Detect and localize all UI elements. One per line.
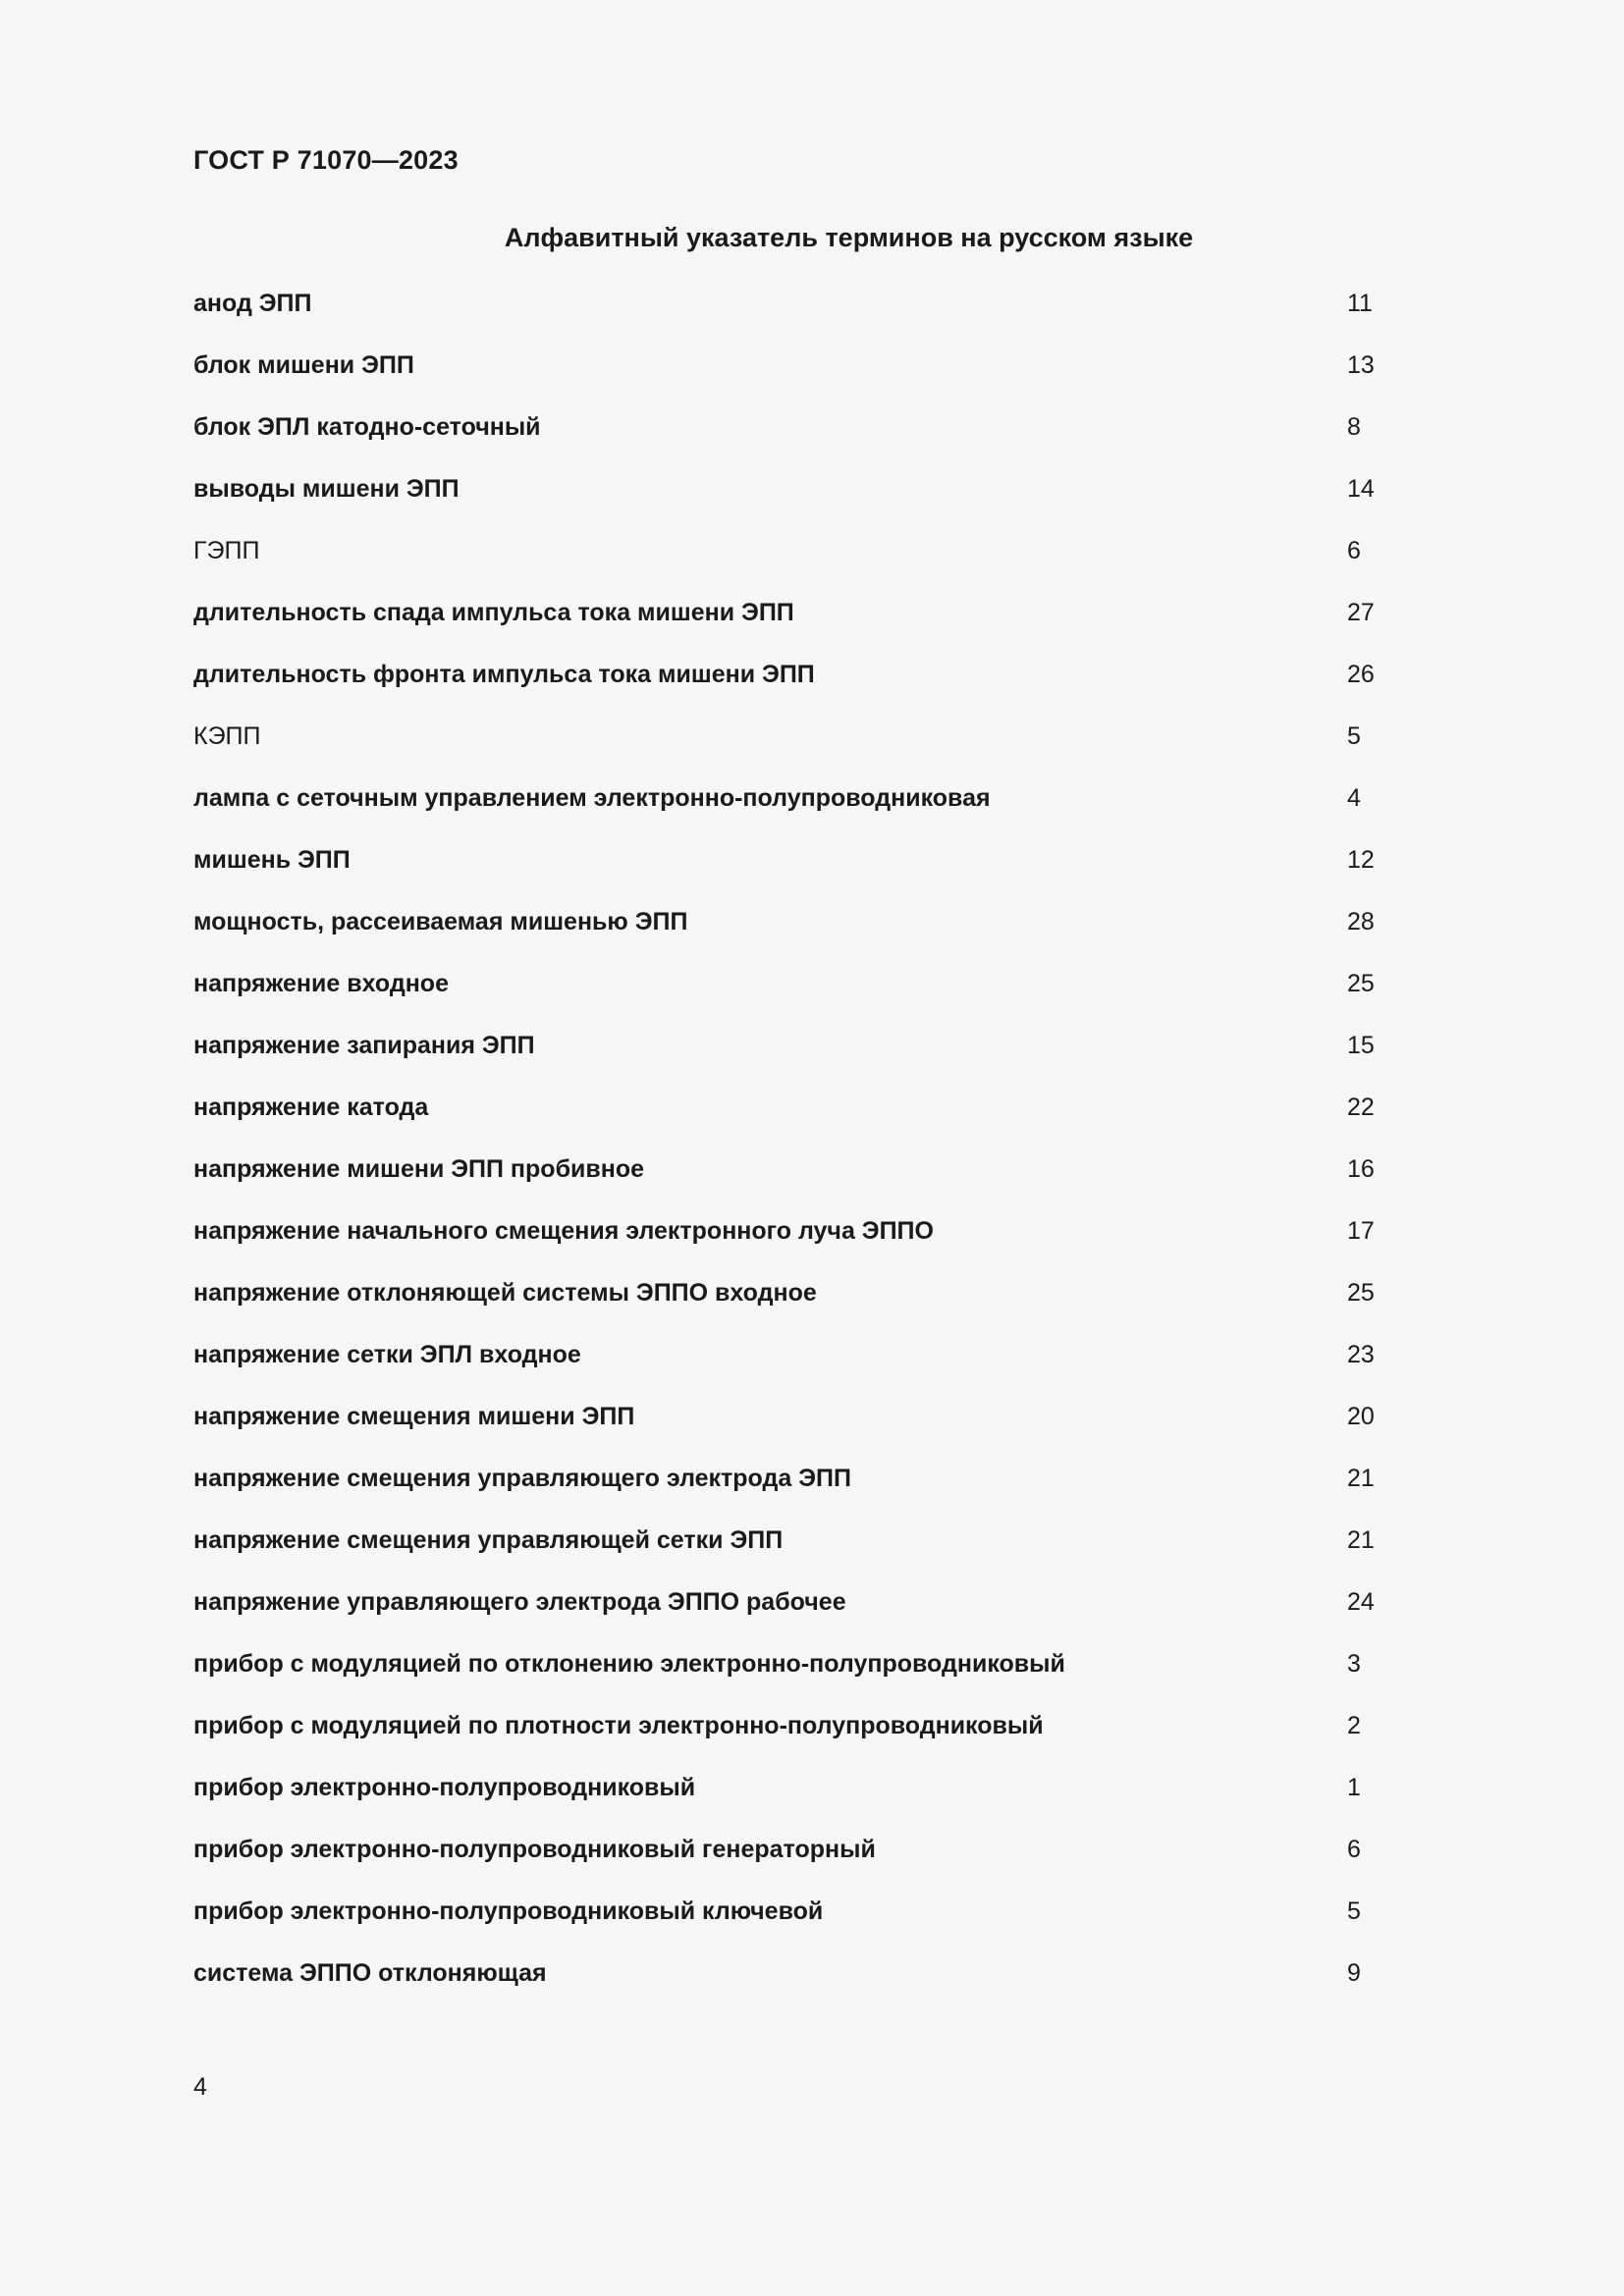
index-entry: [193, 1769, 1386, 1831]
index-entry: [193, 1645, 1386, 1707]
index-term-number: 20: [1347, 1403, 1375, 1430]
index-entry: [193, 594, 1386, 656]
index-term: КЭПП: [193, 722, 261, 750]
index-term-number: 21: [1347, 1465, 1375, 1492]
index-term: напряжение смещения управляющей сетки ЭПП: [193, 1526, 784, 1554]
index-term: прибор электронно-полупроводниковый генераторный: [193, 1836, 876, 1863]
index-term-number: 6: [1347, 537, 1361, 564]
index-entry: [193, 1460, 1386, 1522]
index-term: прибор электронно-полупроводниковый: [193, 1774, 696, 1801]
index-term-number: 25: [1347, 1279, 1375, 1307]
index-term: напряжение катода: [193, 1094, 429, 1121]
index-entry: [193, 1522, 1386, 1583]
index-term-number: 4: [1347, 784, 1361, 812]
page-number: 4: [193, 2073, 207, 2101]
index-term: напряжение сетки ЭПЛ входное: [193, 1341, 581, 1368]
index-term: блок ЭПЛ катодно-сеточный: [193, 413, 541, 441]
index-term-number: 24: [1347, 1588, 1375, 1616]
index-entry: [193, 408, 1386, 470]
index-term: ГЭПП: [193, 537, 260, 564]
index-entry: [193, 1893, 1386, 1954]
index-term: длительность спада импульса тока мишени ЭПП: [193, 599, 794, 626]
index-term-number: 14: [1347, 475, 1375, 503]
index-entry: [193, 656, 1386, 718]
index-term-number: 22: [1347, 1094, 1375, 1121]
index-entry: [193, 1212, 1386, 1274]
index-entry: [193, 285, 1386, 347]
index-term-number: 13: [1347, 351, 1375, 379]
index-term-number: 26: [1347, 661, 1375, 688]
index-entry: [193, 965, 1386, 1027]
index-term-number: 21: [1347, 1526, 1375, 1554]
index-term-number: 8: [1347, 413, 1361, 441]
index-term-number: 25: [1347, 970, 1375, 997]
index-term: напряжение запирания ЭПП: [193, 1032, 535, 1059]
index-term: лампа с сеточным управлением электронно-полупроводниковая: [193, 784, 991, 812]
index-term-number: 28: [1347, 908, 1375, 935]
index-term-number: 3: [1347, 1650, 1361, 1678]
index-term: блок мишени ЭПП: [193, 351, 414, 379]
index-term: напряжение мишени ЭПП пробивное: [193, 1155, 645, 1183]
index-entry: [193, 1027, 1386, 1089]
index-term: выводы мишени ЭПП: [193, 475, 460, 503]
index-term-number: 23: [1347, 1341, 1375, 1368]
index-term: напряжение смещения мишени ЭПП: [193, 1403, 635, 1430]
index-entry: [193, 1336, 1386, 1398]
index-term: мишень ЭПП: [193, 846, 351, 874]
index-term-number: 12: [1347, 846, 1375, 874]
index-term: напряжение отклоняющей системы ЭППО входное: [193, 1279, 817, 1307]
index-term-number: 6: [1347, 1836, 1361, 1863]
index-entry: [193, 532, 1386, 594]
term-index-list: [193, 285, 1386, 2016]
index-entry: [193, 1274, 1386, 1336]
index-term: система ЭППО отклоняющая: [193, 1959, 547, 1987]
index-entry: [193, 1089, 1386, 1150]
index-term-number: 1: [1347, 1774, 1361, 1801]
index-entry: [193, 1150, 1386, 1212]
index-term-number: 17: [1347, 1217, 1375, 1245]
index-term-number: 15: [1347, 1032, 1375, 1059]
index-term: напряжение смещения управляющего электрода ЭПП: [193, 1465, 851, 1492]
index-term: длительность фронта импульса тока мишени ЭПП: [193, 661, 815, 688]
index-term-number: 11: [1347, 290, 1373, 317]
index-term: прибор электронно-полупроводниковый ключевой: [193, 1897, 824, 1925]
index-entry: [193, 779, 1386, 841]
index-term: напряжение управляющего электрода ЭППО рабочее: [193, 1588, 846, 1616]
index-term: прибор с модуляцией по отклонению электронно-полупроводниковый: [193, 1650, 1065, 1678]
index-term-number: 5: [1347, 1897, 1361, 1925]
index-entry: [193, 903, 1386, 965]
index-term-number: 16: [1347, 1155, 1375, 1183]
index-term-number: 2: [1347, 1712, 1361, 1739]
index-term: мощность, рассеиваемая мишенью ЭПП: [193, 908, 688, 935]
index-term: прибор с модуляцией по плотности электронно-полупроводниковый: [193, 1712, 1044, 1739]
index-entry: [193, 1831, 1386, 1893]
index-entry: [193, 1398, 1386, 1460]
index-term: напряжение начального смещения электронного луча ЭППО: [193, 1217, 934, 1245]
index-term: анод ЭПП: [193, 290, 312, 317]
index-term-number: 5: [1347, 722, 1361, 750]
index-title: Алфавитный указатель терминов на русском языке: [504, 223, 1194, 252]
index-entry: [193, 718, 1386, 779]
index-entry: [193, 470, 1386, 532]
index-term-number: 27: [1347, 599, 1375, 626]
index-entry: [193, 841, 1386, 903]
index-entry: [193, 1707, 1386, 1769]
index-term-number: 9: [1347, 1959, 1361, 1987]
document-code: ГОСТ Р 71070—2023: [193, 145, 459, 175]
index-term: напряжение входное: [193, 970, 449, 997]
index-entry: [193, 1954, 1386, 2016]
index-entry: [193, 347, 1386, 408]
index-entry: [193, 1583, 1386, 1645]
